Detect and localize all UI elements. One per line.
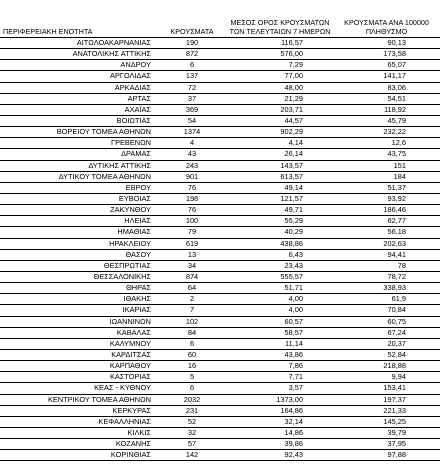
region-cell: ΚΕΡΚΥΡΑΣ (0, 405, 157, 416)
table-row (0, 115, 440, 126)
per-100k-cell: 78,72 (333, 271, 440, 282)
table-row (0, 138, 440, 149)
cases-cell: 1374 (157, 127, 227, 138)
avg-7-days-cell: 143,57 (227, 160, 333, 171)
region-cell: ΓΡΕΒΕΝΩΝ (0, 138, 157, 149)
avg-7-days-cell: 7,29 (227, 60, 333, 71)
cases-cell: 37 (157, 93, 227, 104)
region-cell: ΚΑΡΠΑΘΟΥ (0, 361, 157, 372)
cases-cell: 32 (157, 427, 227, 438)
table-row (0, 327, 440, 338)
avg-7-days-cell: 92,43 (227, 450, 333, 461)
avg-7-days-cell: 43,86 (227, 349, 333, 360)
cases-cell: 231 (157, 405, 227, 416)
per-100k-cell: 118,92 (333, 104, 440, 115)
table-row (0, 38, 440, 49)
avg-7-days-cell: 58,57 (227, 327, 333, 338)
per-100k-cell: 197,37 (333, 394, 440, 405)
region-cell: ΕΥΒΟΙΑΣ (0, 193, 157, 204)
table-row (0, 305, 440, 316)
region-cell: ΚΟΡΙΝΘΙΑΣ (0, 450, 157, 461)
per-100k-cell: 153,41 (333, 383, 440, 394)
per-100k-cell: 90,13 (333, 38, 440, 49)
avg-7-days-cell: 438,86 (227, 238, 333, 249)
table-row (0, 216, 440, 227)
header-region: ΠΕΡΙΦΕΡΕΙΑΚΗ ΕΝΟΤΗΤΑ (0, 0, 157, 38)
region-cell: ΑΝΔΡΟΥ (0, 60, 157, 71)
cases-cell: 872 (157, 49, 227, 60)
table-row (0, 205, 440, 216)
table-row (0, 104, 440, 115)
avg-7-days-cell: 902,29 (227, 127, 333, 138)
avg-7-days-cell: 116,57 (227, 38, 333, 49)
region-cell: ΘΕΣΣΑΛΟΝΙΚΗΣ (0, 271, 157, 282)
table-row (0, 249, 440, 260)
per-100k-cell: 39,79 (333, 427, 440, 438)
region-cell: ΔΥΤΙΚΗΣ ΑΤΤΙΚΗΣ (0, 160, 157, 171)
avg-7-days-cell: 48,00 (227, 82, 333, 93)
table-row (0, 439, 440, 450)
table-row (0, 361, 440, 372)
region-cell: ΖΑΚΥΝΘΟΥ (0, 205, 157, 216)
table-body (0, 38, 440, 461)
avg-7-days-cell: 39,86 (227, 439, 333, 450)
table-row (0, 93, 440, 104)
region-cell: ΑΙΤΩΛΟΑΚΑΡΝΑΝΙΑΣ (0, 38, 157, 49)
per-100k-cell: 12,6 (333, 138, 440, 149)
per-100k-cell: 338,93 (333, 283, 440, 294)
cases-cell: 54 (157, 115, 227, 126)
per-100k-cell: 202,63 (333, 238, 440, 249)
cases-cell: 190 (157, 38, 227, 49)
avg-7-days-cell: 4,00 (227, 305, 333, 316)
table-row (0, 394, 440, 405)
table-row (0, 238, 440, 249)
table-row (0, 193, 440, 204)
table-row (0, 171, 440, 182)
cases-cell: 79 (157, 227, 227, 238)
table-header (0, 0, 440, 38)
per-100k-cell: 52,84 (333, 349, 440, 360)
region-cell: ΘΕΣΠΡΩΤΙΑΣ (0, 260, 157, 271)
region-cell: ΚΙΛΚΙΣ (0, 427, 157, 438)
cases-cell: 84 (157, 327, 227, 338)
avg-7-days-cell: 613,57 (227, 171, 333, 182)
table-row (0, 149, 440, 160)
avg-7-days-cell: 49,14 (227, 182, 333, 193)
avg-7-days-cell: 3,57 (227, 383, 333, 394)
per-100k-cell: 43,75 (333, 149, 440, 160)
cases-cell: 2032 (157, 394, 227, 405)
region-cell: ΙΚΑΡΙΑΣ (0, 305, 157, 316)
table-row (0, 182, 440, 193)
table-row (0, 316, 440, 327)
avg-7-days-cell: 4,00 (227, 294, 333, 305)
per-100k-cell: 45,79 (333, 115, 440, 126)
avg-7-days-cell: 32,14 (227, 416, 333, 427)
table-row (0, 349, 440, 360)
table-row (0, 294, 440, 305)
region-cell: ΗΜΑΘΙΑΣ (0, 227, 157, 238)
cases-cell: 13 (157, 249, 227, 260)
per-100k-cell: 56,18 (333, 227, 440, 238)
cases-cell: 76 (157, 205, 227, 216)
region-cell: ΚΟΖΑΝΗΣ (0, 439, 157, 450)
per-100k-cell: 186,46 (333, 205, 440, 216)
per-100k-cell: 70,84 (333, 305, 440, 316)
region-cell: ΔΡΑΜΑΣ (0, 149, 157, 160)
per-100k-cell: 60,75 (333, 316, 440, 327)
avg-7-days-cell: 23,43 (227, 260, 333, 271)
region-cell: ΙΘΑΚΗΣ (0, 294, 157, 305)
avg-7-days-cell: 49,71 (227, 205, 333, 216)
table-row (0, 60, 440, 71)
region-cell: ΙΩΑΝΝΙΝΩΝ (0, 316, 157, 327)
per-100k-cell: 145,25 (333, 416, 440, 427)
avg-7-days-cell: 21,29 (227, 93, 333, 104)
cases-cell: 52 (157, 416, 227, 427)
cases-cell: 76 (157, 182, 227, 193)
per-100k-cell: 67,24 (333, 327, 440, 338)
avg-7-days-cell: 77,00 (227, 71, 333, 82)
per-100k-cell: 54,51 (333, 93, 440, 104)
cases-cell: 34 (157, 260, 227, 271)
cases-cell: 137 (157, 71, 227, 82)
per-100k-cell: 51,37 (333, 182, 440, 193)
region-cell: ΚΑΣΤΟΡΙΑΣ (0, 372, 157, 383)
per-100k-cell: 83,06 (333, 82, 440, 93)
table-row (0, 338, 440, 349)
region-cell: ΚΕΦΑΛΛΗΝΙΑΣ (0, 416, 157, 427)
per-100k-cell: 218,88 (333, 361, 440, 372)
cases-cell: 2 (157, 294, 227, 305)
header-avg-7-days: ΜΕΣΟΣ ΟΡΟΣ ΚΡΟΥΣΜΑΤΩΝ ΤΩΝ ΤΕΛΕΥΤΑΙΩΝ 7 ΗΜΕΡΩΝ (227, 0, 333, 38)
cases-cell: 60 (157, 349, 227, 360)
cases-cell: 100 (157, 216, 227, 227)
avg-7-days-cell: 4,14 (227, 138, 333, 149)
per-100k-cell: 37,95 (333, 439, 440, 450)
cases-cell: 7 (157, 305, 227, 316)
cases-cell: 57 (157, 439, 227, 450)
per-100k-cell: 94,41 (333, 249, 440, 260)
per-100k-cell: 151 (333, 160, 440, 171)
avg-7-days-cell: 40,29 (227, 227, 333, 238)
cases-cell: 4 (157, 138, 227, 149)
table-row (0, 416, 440, 427)
cases-cell: 619 (157, 238, 227, 249)
region-cell: ΑΧΑΪΑΣ (0, 104, 157, 115)
cases-cell: 16 (157, 361, 227, 372)
per-100k-cell: 97,88 (333, 450, 440, 461)
table-row (0, 450, 440, 461)
cases-cell: 142 (157, 450, 227, 461)
cases-cell: 102 (157, 316, 227, 327)
avg-7-days-cell: 576,00 (227, 49, 333, 60)
avg-7-days-cell: 164,86 (227, 405, 333, 416)
cases-cell: 64 (157, 283, 227, 294)
per-100k-cell: 78 (333, 260, 440, 271)
cases-cell: 43 (157, 149, 227, 160)
per-100k-cell: 62,77 (333, 216, 440, 227)
cases-cell: 72 (157, 82, 227, 93)
avg-7-days-cell: 60,57 (227, 316, 333, 327)
header-cases: ΚΡΟΥΣΜΑΤΑ (157, 0, 227, 38)
avg-7-days-cell: 555,57 (227, 271, 333, 282)
table-row (0, 49, 440, 60)
avg-7-days-cell: 7,86 (227, 361, 333, 372)
avg-7-days-cell: 55,29 (227, 216, 333, 227)
table-row (0, 405, 440, 416)
region-cell: ΘΗΡΑΣ (0, 283, 157, 294)
per-100k-cell: 93,92 (333, 193, 440, 204)
region-cell: ΑΡΤΑΣ (0, 93, 157, 104)
region-cell: ΘΑΣΟΥ (0, 249, 157, 260)
avg-7-days-cell: 11,14 (227, 338, 333, 349)
cases-cell: 6 (157, 338, 227, 349)
per-100k-cell: 20,37 (333, 338, 440, 349)
region-cell: ΗΛΕΙΑΣ (0, 216, 157, 227)
per-100k-cell: 9,94 (333, 372, 440, 383)
region-cell: ΒΟΡΕΙΟΥ ΤΟΜΕΑ ΑΘΗΝΩΝ (0, 127, 157, 138)
table-row (0, 160, 440, 171)
cases-cell: 874 (157, 271, 227, 282)
table-row (0, 260, 440, 271)
avg-7-days-cell: 7,71 (227, 372, 333, 383)
table-row (0, 271, 440, 282)
table-row (0, 71, 440, 82)
region-cell: ΒΟΙΩΤΙΑΣ (0, 115, 157, 126)
cases-cell: 6 (157, 60, 227, 71)
region-cell: ΑΡΚΑΔΙΑΣ (0, 82, 157, 93)
avg-7-days-cell: 44,57 (227, 115, 333, 126)
cases-cell: 198 (157, 193, 227, 204)
region-cell: ΚΑΒΑΛΑΣ (0, 327, 157, 338)
per-100k-cell: 232,22 (333, 127, 440, 138)
cases-cell: 901 (157, 171, 227, 182)
region-cell: ΕΒΡΟΥ (0, 182, 157, 193)
region-cell: ΚΕΝΤΡΙΚΟΥ ΤΟΜΕΑ ΑΘΗΝΩΝ (0, 394, 157, 405)
avg-7-days-cell: 1373,00 (227, 394, 333, 405)
region-cell: ΚΑΛΥΜΝΟΥ (0, 338, 157, 349)
region-cell: ΚΑΡΔΙΤΣΑΣ (0, 349, 157, 360)
header-row (0, 0, 440, 38)
table-row (0, 227, 440, 238)
cases-cell: 5 (157, 372, 227, 383)
avg-7-days-cell: 51,71 (227, 283, 333, 294)
avg-7-days-cell: 6,43 (227, 249, 333, 260)
table-row (0, 127, 440, 138)
region-cell: ΑΝΑΤΟΛΙΚΗΣ ΑΤΤΙΚΗΣ (0, 49, 157, 60)
cases-cell: 369 (157, 104, 227, 115)
avg-7-days-cell: 14,86 (227, 427, 333, 438)
avg-7-days-cell: 203,71 (227, 104, 333, 115)
header-cases-per-100k: ΚΡΟΥΣΜΑΤΑ ΑΝΑ 100000 ΠΛΗΘΥΣΜΟ (333, 0, 440, 38)
per-100k-cell: 184 (333, 171, 440, 182)
per-100k-cell: 221,33 (333, 405, 440, 416)
cases-cell: 243 (157, 160, 227, 171)
table-row (0, 372, 440, 383)
per-100k-cell: 141,17 (333, 71, 440, 82)
per-100k-cell: 65,07 (333, 60, 440, 71)
region-cell: ΚΕΑΣ - ΚΥΘΝΟΥ (0, 383, 157, 394)
region-cell: ΔΥΤΙΚΟΥ ΤΟΜΕΑ ΑΘΗΝΩΝ (0, 171, 157, 182)
table-row (0, 283, 440, 294)
region-cell: ΑΡΓΟΛΙΔΑΣ (0, 71, 157, 82)
per-100k-cell: 61,9 (333, 294, 440, 305)
per-100k-cell: 173,58 (333, 49, 440, 60)
table-row (0, 383, 440, 394)
table-row (0, 82, 440, 93)
region-cell: ΗΡΑΚΛΕΙΟΥ (0, 238, 157, 249)
table-row (0, 427, 440, 438)
cases-cell: 6 (157, 383, 227, 394)
avg-7-days-cell: 26,14 (227, 149, 333, 160)
avg-7-days-cell: 121,57 (227, 193, 333, 204)
